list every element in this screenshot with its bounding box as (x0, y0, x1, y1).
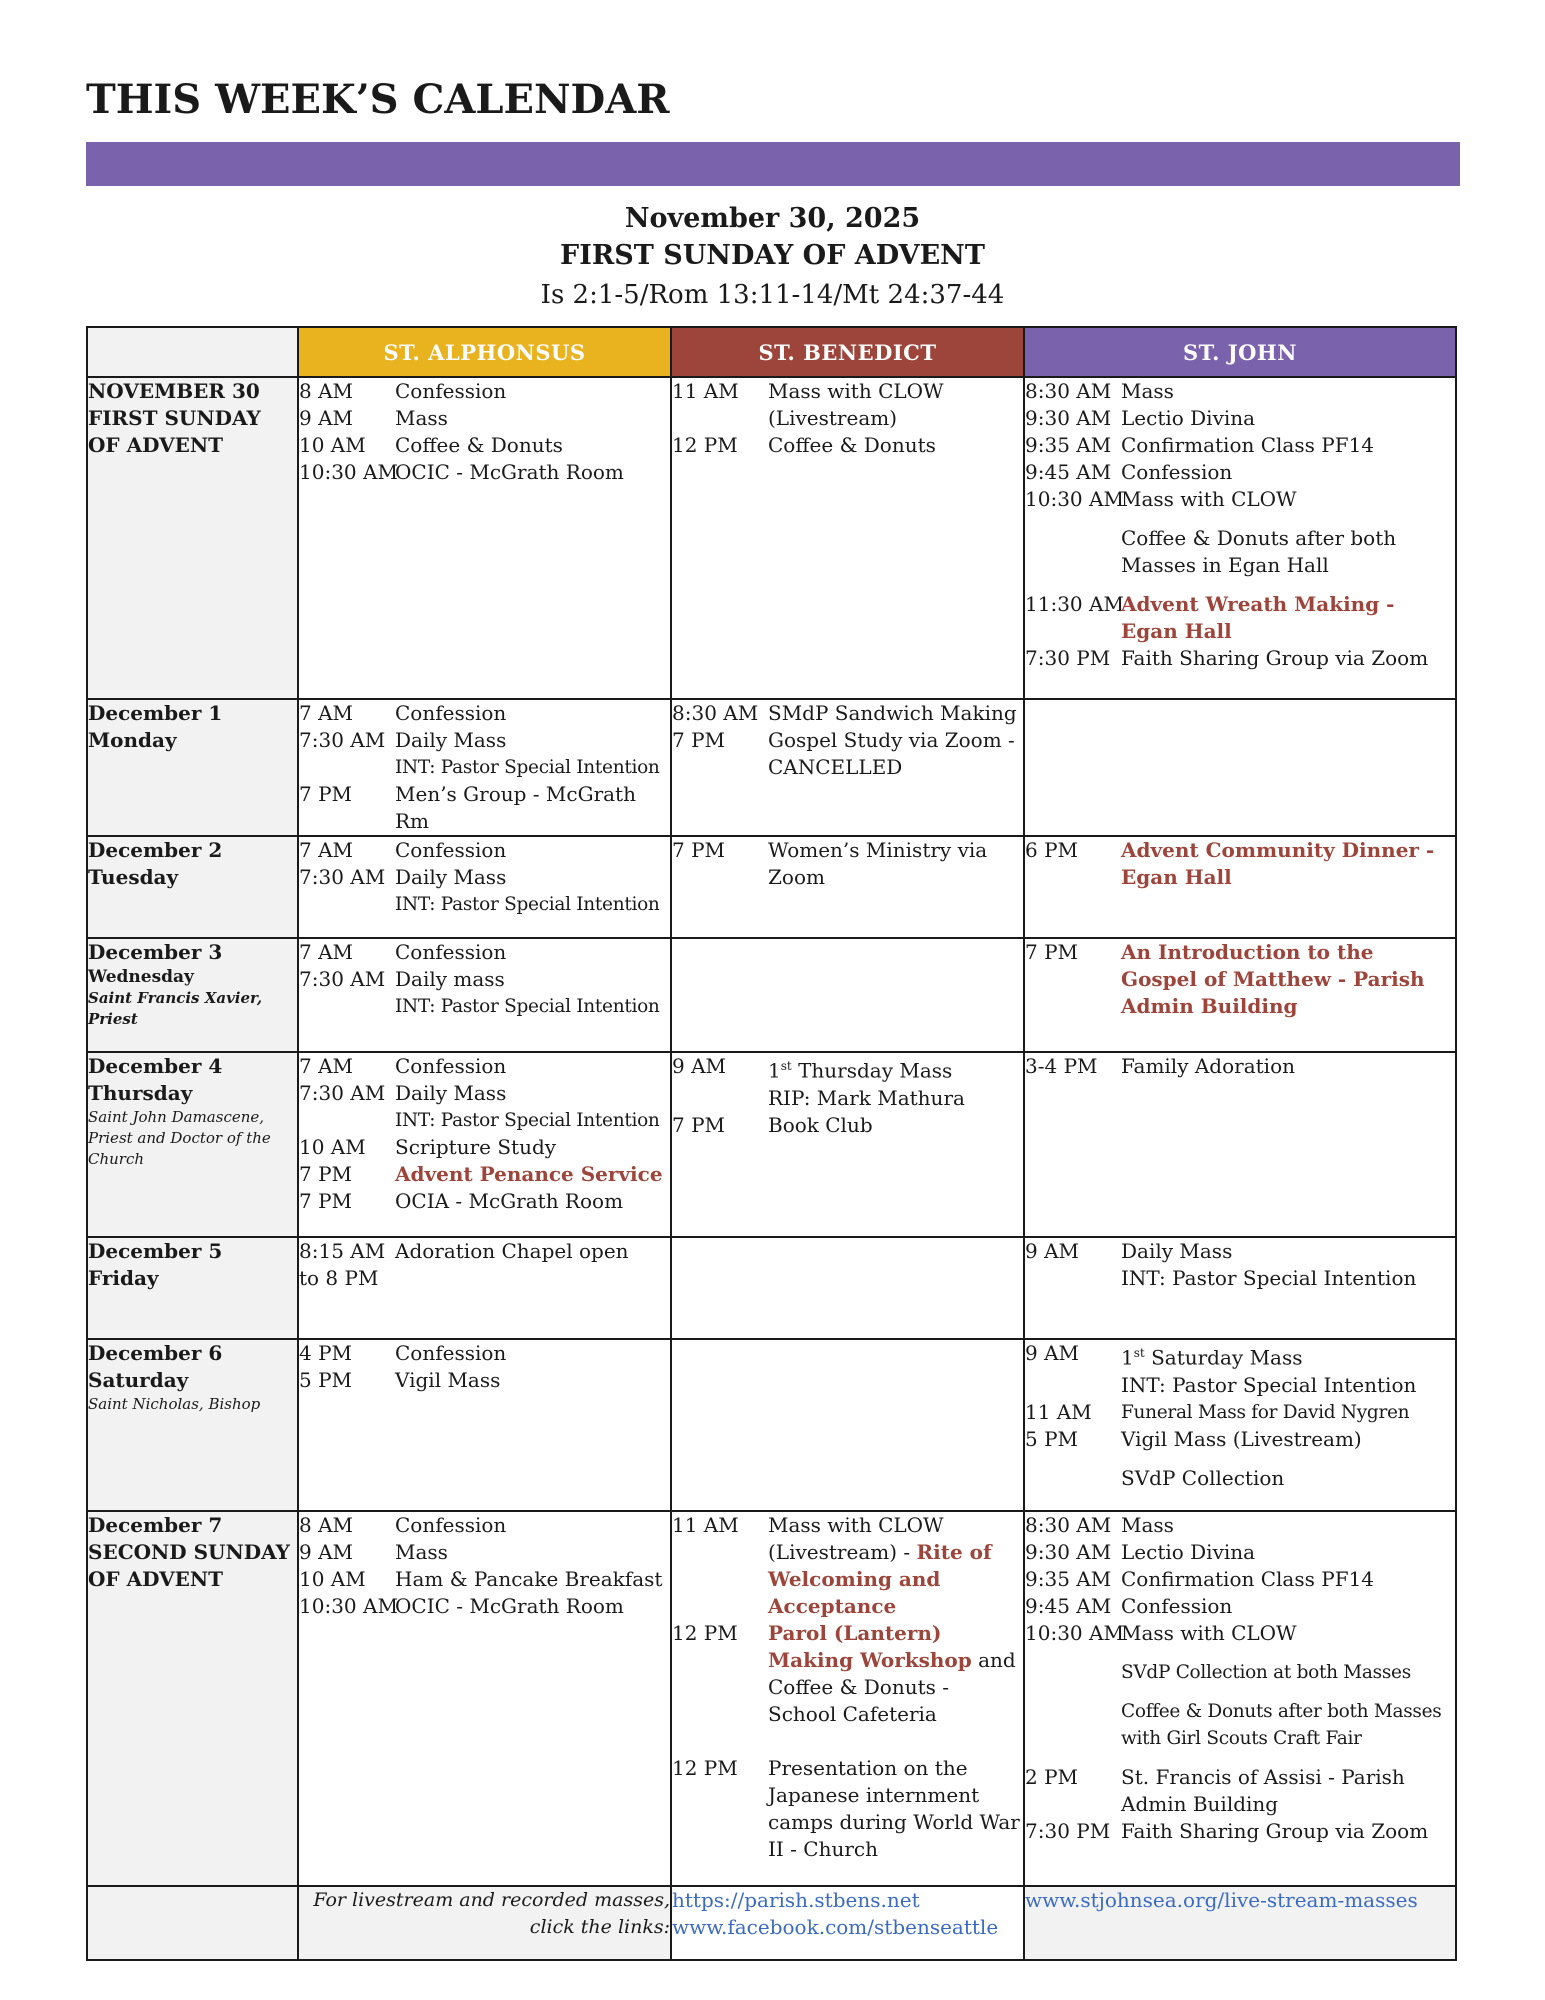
event-text: OCIA - McGrath Room (395, 1189, 624, 1213)
event-row (1025, 1426, 1455, 1453)
event-row (672, 1053, 1023, 1085)
event-text: Lectio Divina (1121, 1540, 1256, 1564)
event-row (1025, 1764, 1455, 1818)
benedict-events (671, 836, 1024, 938)
event-time: 5 PM (1025, 1426, 1079, 1451)
event-row (1025, 1593, 1455, 1620)
event-text: INT: Pastor Special Intention (395, 1110, 660, 1131)
event-time: to 8 PM (299, 1266, 379, 1290)
calendar-row-dec-6 (87, 1339, 1456, 1511)
event-row (299, 1367, 670, 1394)
event-time: 7 PM (672, 1112, 726, 1137)
event-row (1025, 1620, 1455, 1647)
event-text: Scripture Study (395, 1135, 557, 1159)
day-cell (87, 1052, 298, 1237)
benedict-events (671, 1511, 1024, 1886)
event-row (299, 459, 670, 486)
event-row (672, 1512, 1023, 1620)
day-subtitle: SECOND SUNDAY OF ADVENT (88, 1540, 290, 1591)
event-row (1025, 1566, 1455, 1593)
event-time: 8 AM (299, 1513, 354, 1537)
event-text: INT: Pastor Special Intention (395, 894, 660, 915)
event-text: Vigil Mass (Livestream) (1121, 1426, 1362, 1451)
day-subtitle: FIRST SUNDAY OF ADVENT (88, 406, 261, 457)
event-text: Daily Mass (395, 1081, 507, 1105)
event-time (672, 1085, 768, 1112)
day-subtitle: Saturday (88, 1368, 189, 1392)
calendar-row-nov-30 (87, 377, 1456, 699)
alphonsus-events (298, 1511, 671, 1886)
event-row (299, 781, 670, 835)
event-time: 7 PM (1025, 940, 1079, 964)
benedict-events (671, 699, 1024, 836)
event-time: 10:30 AM (1025, 487, 1124, 511)
day-subtitle: Tuesday (88, 865, 179, 889)
event-row (299, 1539, 670, 1566)
event-text: Coffee & Donuts (395, 433, 563, 457)
event-text: Confession (395, 701, 507, 725)
event-text-highlight: Parol (Lantern) Making Workshop (768, 1621, 972, 1672)
benedict-events (671, 1052, 1024, 1237)
event-time: 7 AM (299, 1054, 354, 1078)
event-text: Mass (395, 1540, 448, 1564)
day-subtitle: Wednesday (88, 967, 194, 987)
event-text: INT: Pastor Special Intention (1121, 1372, 1417, 1397)
event-text-highlight: Advent Community Dinner - Egan Hall (1121, 838, 1435, 889)
event-time: 11 AM (672, 379, 739, 403)
event-row (299, 727, 670, 754)
event-row (1025, 432, 1455, 459)
day-name: December 4 (88, 1054, 223, 1078)
event-text: Thursday Mass (791, 1058, 953, 1083)
event-time: 9:45 AM (1025, 460, 1112, 484)
day-name: December 6 (88, 1341, 223, 1365)
event-row (299, 1188, 670, 1215)
event-row (299, 1107, 670, 1134)
benedict-events (671, 938, 1024, 1052)
event-row (299, 1134, 670, 1161)
event-text: OCIC - McGrath Room (395, 1594, 624, 1618)
event-time: 8 AM (299, 379, 354, 403)
column-header-st-alphonsus: ST. ALPHONSUS (298, 327, 671, 377)
event-row (299, 837, 670, 864)
event-time: 11:30 AM (1025, 592, 1124, 616)
event-time: 7 PM (299, 1162, 353, 1186)
event-time: 7 PM (672, 838, 726, 862)
event-row (299, 1512, 670, 1539)
event-row (299, 966, 670, 993)
event-text: Mass (1121, 379, 1174, 403)
event-text: SVdP Collection (1121, 1465, 1285, 1490)
event-time: 9:35 AM (1025, 1567, 1112, 1591)
event-time (1025, 1465, 1121, 1492)
event-time: 9 AM (1025, 1239, 1080, 1263)
john-events (1024, 699, 1456, 836)
event-time: 11 AM (672, 1513, 739, 1537)
alphonsus-events (298, 377, 671, 699)
event-text: Faith Sharing Group via Zoom (1121, 1819, 1429, 1843)
header-color-bar (86, 142, 1460, 186)
event-text: Daily mass (395, 967, 505, 991)
event-time (299, 754, 395, 781)
event-text: Confession (395, 940, 507, 964)
event-row (672, 378, 1023, 432)
ordinal-number: 1 (1121, 1345, 1134, 1370)
event-text: and Coffee & Donuts - School Cafeteria (768, 1648, 1016, 1726)
event-text: Confession (395, 1513, 507, 1537)
event-text: Ham & Pancake Breakfast (395, 1567, 663, 1591)
event-row (299, 1238, 670, 1265)
benedict-facebook-link[interactable]: www.facebook.com/stbenseattle (672, 1915, 999, 1939)
event-time: 7 AM (299, 940, 354, 964)
event-text: Daily Mass (395, 728, 507, 752)
event-row (672, 727, 1023, 781)
event-text-highlight: An Introduction to the Gospel of Matthew - Parish Admin Building (1121, 940, 1425, 1018)
event-time (299, 993, 395, 1020)
event-time: 7:30 AM (299, 1081, 386, 1105)
event-row (299, 864, 670, 891)
event-text: INT: Pastor Special Intention (395, 996, 660, 1017)
event-row (1025, 939, 1455, 1020)
event-row (1025, 1372, 1455, 1399)
event-row (672, 432, 1023, 459)
event-time: 12 PM (672, 1621, 738, 1645)
event-row (1025, 405, 1455, 432)
event-text: Gospel Study via Zoom - CANCELLED (768, 728, 1015, 779)
event-time (1025, 1372, 1121, 1399)
event-text: Mass with CLOW (1121, 1621, 1297, 1645)
column-header-st-john: ST. JOHN (1024, 327, 1456, 377)
event-time (1025, 1659, 1121, 1686)
event-row (1025, 1238, 1455, 1265)
day-cell (87, 699, 298, 836)
event-row (299, 432, 670, 459)
event-row (299, 891, 670, 918)
event-row (1025, 1659, 1455, 1686)
event-row (299, 939, 670, 966)
event-text: INT: Pastor Special Intention (395, 757, 660, 778)
event-time: 7 PM (672, 728, 726, 752)
event-time: 11 AM (1025, 1399, 1092, 1424)
event-text-highlight: Advent Penance Service (395, 1162, 663, 1186)
event-row (672, 1112, 1023, 1139)
event-text: Men’s Group - McGrath Rm (395, 782, 636, 833)
event-text: Confession (395, 379, 507, 403)
event-row (1025, 837, 1455, 891)
event-time: 4 PM (299, 1341, 353, 1365)
event-time: 9:35 AM (1025, 433, 1112, 457)
alphonsus-events (298, 699, 671, 836)
day-subtitle: Friday (88, 1266, 159, 1290)
event-text-highlight: Rite of Welcoming and Acceptance (768, 1540, 992, 1618)
event-time: 10:30 AM (299, 1594, 398, 1618)
alphonsus-events (298, 938, 671, 1052)
event-time: 9:30 AM (1025, 406, 1112, 430)
event-row (1025, 1818, 1455, 1845)
event-text: Confession (395, 1054, 507, 1078)
alphonsus-events (298, 1237, 671, 1339)
john-events (1024, 377, 1456, 699)
calendar-row-dec-5 (87, 1237, 1456, 1339)
calendar-feast: FIRST SUNDAY OF ADVENT (560, 240, 985, 271)
livestream-note: For livestream and recorded masses, click the links: (298, 1886, 671, 1960)
day-cell (87, 1339, 298, 1511)
day-cell (87, 836, 298, 938)
event-text: RIP: Mark Mathura (768, 1085, 965, 1110)
john-livestream-link[interactable]: www.stjohnsea.org/live-stream-masses (1025, 1888, 1418, 1912)
event-time: 7:30 AM (299, 728, 386, 752)
event-text: OCIC - McGrath Room (395, 460, 624, 484)
event-text: SVdP Collection at both Masses (1121, 1662, 1411, 1683)
event-time: 10:30 AM (299, 460, 398, 484)
day-name: December 7 (88, 1513, 223, 1537)
event-row (672, 1755, 1023, 1863)
event-time: 9:30 AM (1025, 1540, 1112, 1564)
event-text: Family Adoration (1121, 1054, 1295, 1078)
calendar-date: November 30, 2025 (624, 203, 921, 234)
john-events (1024, 1511, 1456, 1886)
event-text: Adoration Chapel open (395, 1239, 629, 1263)
event-text: Vigil Mass (395, 1368, 501, 1392)
event-row (299, 405, 670, 432)
event-time: 9 AM (1025, 1341, 1080, 1365)
event-row (299, 1566, 670, 1593)
event-time: 10:30 AM (1025, 1621, 1124, 1645)
event-text: Mass (395, 406, 448, 430)
event-time: 7:30 AM (299, 967, 386, 991)
calendar-row-dec-3 (87, 938, 1456, 1052)
event-time: 8:30 AM (1025, 1513, 1112, 1537)
event-row (1025, 591, 1455, 645)
john-events (1024, 1052, 1456, 1237)
event-time: 7 PM (299, 782, 353, 806)
event-row (1025, 1539, 1455, 1566)
day-cell (87, 1237, 298, 1339)
event-row (299, 1593, 670, 1620)
saint-of-day: Saint Nicholas, Bishop (88, 1395, 261, 1413)
column-header-row (87, 327, 1456, 377)
page-title: THIS WEEK’S CALENDAR (86, 76, 670, 123)
event-row (299, 1340, 670, 1367)
calendar-readings: Is 2:1-5/Rom 13:11-14/Mt 24:37-44 (540, 280, 1005, 310)
event-row (1025, 459, 1455, 486)
event-time: 10 AM (299, 1567, 366, 1591)
event-row (1025, 525, 1455, 579)
event-time: 3-4 PM (1025, 1054, 1098, 1078)
corner-cell (87, 327, 298, 377)
event-row (1025, 1340, 1455, 1372)
ordinal-number: 1 (768, 1058, 781, 1083)
event-row (1025, 1053, 1455, 1080)
event-row (1025, 1465, 1455, 1492)
event-time: 9 AM (299, 406, 354, 430)
event-row (1025, 486, 1455, 513)
event-text: Book Club (768, 1112, 873, 1137)
day-subtitle: Thursday (88, 1081, 193, 1105)
calendar-row-dec-2 (87, 836, 1456, 938)
john-events (1024, 938, 1456, 1052)
event-row (299, 700, 670, 727)
event-time (1025, 525, 1121, 579)
saint-of-day: Saint Francis Xavier, Priest (88, 989, 263, 1028)
event-text: Mass with CLOW (Livestream) - (768, 1513, 944, 1564)
event-time: 10 AM (299, 1135, 366, 1159)
event-text: Coffee & Donuts after both Masses in Egan Hall (1121, 526, 1397, 577)
event-time (299, 1107, 395, 1134)
weekly-calendar-table (86, 326, 1457, 1961)
event-time: 7 PM (299, 1189, 353, 1213)
event-text-highlight: Advent Wreath Making - Egan Hall (1121, 592, 1395, 643)
benedict-events (671, 377, 1024, 699)
event-row (1025, 1399, 1455, 1426)
benedict-events (671, 1237, 1024, 1339)
event-row (299, 1053, 670, 1080)
event-text: Coffee & Donuts after both Masses with Girl Scouts Craft Fair (1121, 1701, 1442, 1749)
event-text: Presentation on the Japanese internment camps during World War II - Church (768, 1756, 1020, 1861)
calendar-row-dec-7 (87, 1511, 1456, 1886)
event-row (299, 1080, 670, 1107)
event-text: Daily Mass (395, 865, 507, 889)
event-text: Confession (1121, 460, 1233, 484)
event-time: 7:30 PM (1025, 1819, 1111, 1843)
event-row (1025, 1512, 1455, 1539)
column-header-st-benedict: ST. BENEDICT (671, 327, 1024, 377)
event-text: Confession (395, 838, 507, 862)
event-text: Funeral Mass for David Nygren (1121, 1401, 1410, 1423)
day-name: December 3 (88, 940, 223, 964)
event-text: Confession (395, 1341, 507, 1365)
day-cell (87, 938, 298, 1052)
event-row (299, 993, 670, 1020)
event-text: St. Francis of Assisi - Parish Admin Building (1121, 1765, 1405, 1816)
day-cell (87, 1511, 298, 1886)
event-row (1025, 645, 1455, 672)
livestream-footer-row (87, 1886, 1456, 1960)
day-name: NOVEMBER 30 (88, 379, 260, 403)
event-row (672, 837, 1023, 891)
event-row (299, 1265, 670, 1292)
event-time: 12 PM (672, 1756, 738, 1780)
event-time: 10 AM (299, 433, 366, 457)
event-text: SMdP Sandwich Making (768, 701, 1017, 725)
event-text (395, 1265, 670, 1292)
event-row (672, 700, 1023, 727)
day-name: December 1 (88, 701, 223, 725)
day-name: December 2 (88, 838, 223, 862)
calendar-row-dec-1 (87, 699, 1456, 836)
alphonsus-events (298, 836, 671, 938)
saint-of-day: Saint John Damascene, Priest and Doctor of the Church (88, 1108, 271, 1168)
event-row (299, 1161, 670, 1188)
event-text: Coffee & Donuts (768, 433, 936, 457)
event-text: Women’s Ministry via Zoom (768, 838, 988, 889)
event-row (1025, 1265, 1455, 1292)
ordinal-suffix: st (780, 1059, 792, 1073)
event-time: 9 AM (672, 1054, 727, 1078)
day-name: December 5 (88, 1239, 223, 1263)
event-text: Mass (1121, 1513, 1174, 1537)
john-events (1024, 1339, 1456, 1511)
event-row (1025, 1698, 1455, 1752)
event-time: 7:30 PM (1025, 646, 1111, 670)
event-time: 7:30 AM (299, 865, 386, 889)
event-row (1025, 378, 1455, 405)
event-time (1025, 1265, 1121, 1292)
event-text: Daily Mass (1121, 1239, 1233, 1263)
event-text: Confirmation Class PF14 (1121, 1567, 1375, 1591)
footer-blank-cell (87, 1886, 298, 1960)
event-time: 8:30 AM (672, 701, 759, 725)
event-row (299, 378, 670, 405)
event-row (299, 754, 670, 781)
john-links (1024, 1886, 1456, 1960)
event-text: Confirmation Class PF14 (1121, 433, 1375, 457)
event-time: 2 PM (1025, 1765, 1079, 1789)
event-time: 7 AM (299, 701, 354, 725)
john-events (1024, 1237, 1456, 1339)
benedict-parish-link[interactable]: https://parish.stbens.net (672, 1888, 920, 1912)
event-time: 9 AM (299, 1540, 354, 1564)
benedict-events (671, 1339, 1024, 1511)
event-text: Saturday Mass (1144, 1345, 1303, 1370)
event-row (672, 1085, 1023, 1112)
ordinal-suffix: st (1133, 1346, 1145, 1360)
event-time: 8:30 AM (1025, 379, 1112, 403)
event-time: 12 PM (672, 433, 738, 457)
day-subtitle: Monday (88, 728, 177, 752)
event-time: 6 PM (1025, 838, 1079, 862)
event-text: Mass with CLOW (1121, 487, 1297, 511)
day-cell (87, 377, 298, 699)
alphonsus-events (298, 1339, 671, 1511)
event-row (672, 1620, 1023, 1728)
event-time (1025, 1698, 1121, 1752)
event-time (299, 891, 395, 918)
event-time: 7 AM (299, 838, 354, 862)
event-text: Confession (1121, 1594, 1233, 1618)
event-text: Faith Sharing Group via Zoom (1121, 646, 1429, 670)
john-events (1024, 836, 1456, 938)
event-text: INT: Pastor Special Intention (1121, 1266, 1417, 1290)
calendar-row-dec-4 (87, 1052, 1456, 1237)
event-time: 9:45 AM (1025, 1594, 1112, 1618)
event-text: Lectio Divina (1121, 406, 1256, 430)
event-time: 5 PM (299, 1368, 353, 1392)
alphonsus-events (298, 1052, 671, 1237)
event-time: 8:15 AM (299, 1239, 386, 1263)
event-text: Mass with CLOW (Livestream) (768, 379, 944, 430)
benedict-links (671, 1886, 1024, 1960)
